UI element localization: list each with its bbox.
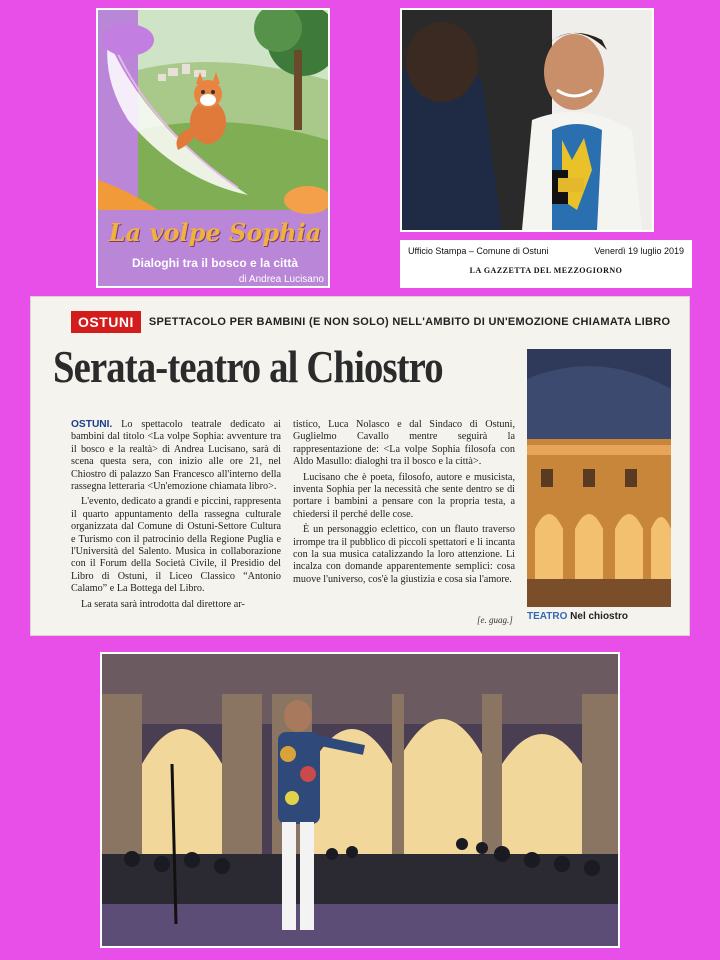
interview-scene <box>402 10 652 230</box>
press-date: Venerdì 19 luglio 2019 <box>594 246 684 256</box>
newspaper-clipping <box>30 296 690 636</box>
stage-photo <box>100 652 620 948</box>
photo-caption-text: Nel chiostro <box>570 611 628 622</box>
newspaper-name: LA GAZZETTA DEL MEZZOGIORNO <box>469 266 623 275</box>
article-paragraph: Lucisano che è poeta, filosofo, autore e musicista, inventa Sophia per la necessità che sente dentro se di portare i bambini a pensare con la propria testa, a chiedersi il perché delle cose. <box>293 471 515 520</box>
article-text: Lo spettacolo teatrale dedicato ai bambini dal titolo <La volpe Sophia: avventure tra il bosco e la realtà> di Andrea Lucisano, sarà di scena questa sera, con inizio alle ore 21, nel Chiostro di palazzo San Francesco all'interno della rassegna letteraria <Un'emozione chiamata libro>. <box>71 419 281 493</box>
cover-title: La volpe Sophia <box>108 218 322 247</box>
article-paragraph: L'evento, dedicato a grandi e piccini, rappresenta il quarto appuntamento della rassegna culturale organizzata dal Comune di Ostuni-Settore Cultura e Turismo con il patrocinio della Regione Puglia e l'Università del Salento. Musica in collaborazione con il Forum della Società Civile, il Presidio del Libro di Ostuni, il Liceo Classico “Antonio Calamo” e La Bottega del Libro. <box>71 496 281 595</box>
section-tag: OSTUNI <box>71 311 141 333</box>
article-kicker: SPETTACOLO PER BAMBINI (E NON SOLO) NELL'AMBITO DI UN'EMOZIONE CHIAMATA LIBRO <box>148 316 671 328</box>
cloister-photo <box>527 349 671 607</box>
article-paragraph: La serata sarà introdotta dal direttore ar- <box>81 598 245 610</box>
article-kicker-row <box>71 311 670 333</box>
article-paragraph <box>71 419 281 493</box>
cover-subtitle: Dialoghi tra il bosco e la città <box>131 256 299 270</box>
article-paragraph: tistico, Luca Nolasco e dal Sindaco di Ostuni, Guglielmo Cavallo mentre seguirà la rappresentazione de: <La volpe Sophia filosofa con Aldo Masullo: dialoghi tra il bosco e la città>. <box>293 419 515 468</box>
cloister-scene <box>527 349 671 607</box>
interview-photo <box>400 8 654 232</box>
photo-caption-tag: TEATRO <box>527 611 568 622</box>
photo-caption <box>527 611 628 622</box>
press-office: Ufficio Stampa – Comune di Ostuni <box>408 246 549 256</box>
article-byline: [e. guag.] <box>477 615 513 625</box>
article-column-2 <box>293 419 515 589</box>
stage-scene <box>102 654 618 946</box>
article-headline: Serata-teatro al Chiostro <box>53 342 443 392</box>
cover-author: di Andrea Lucisano <box>238 274 324 285</box>
microphone-icon <box>558 178 584 192</box>
book-cover <box>96 8 330 288</box>
article-column-1 <box>71 419 281 614</box>
article-paragraph: È un personaggio eclettico, con un flauto traverso irrompe tra il pubblico di piccoli spettatori e li incanta con la sua musica catalizzando la loro attenzione. Li incalza con domande apparentemente semplici: cosa muove l'universo, cos'è la giustizia e cosa sia l'amore. <box>293 524 515 585</box>
article-dateline: OSTUNI. <box>71 419 113 430</box>
press-caption <box>400 240 692 288</box>
